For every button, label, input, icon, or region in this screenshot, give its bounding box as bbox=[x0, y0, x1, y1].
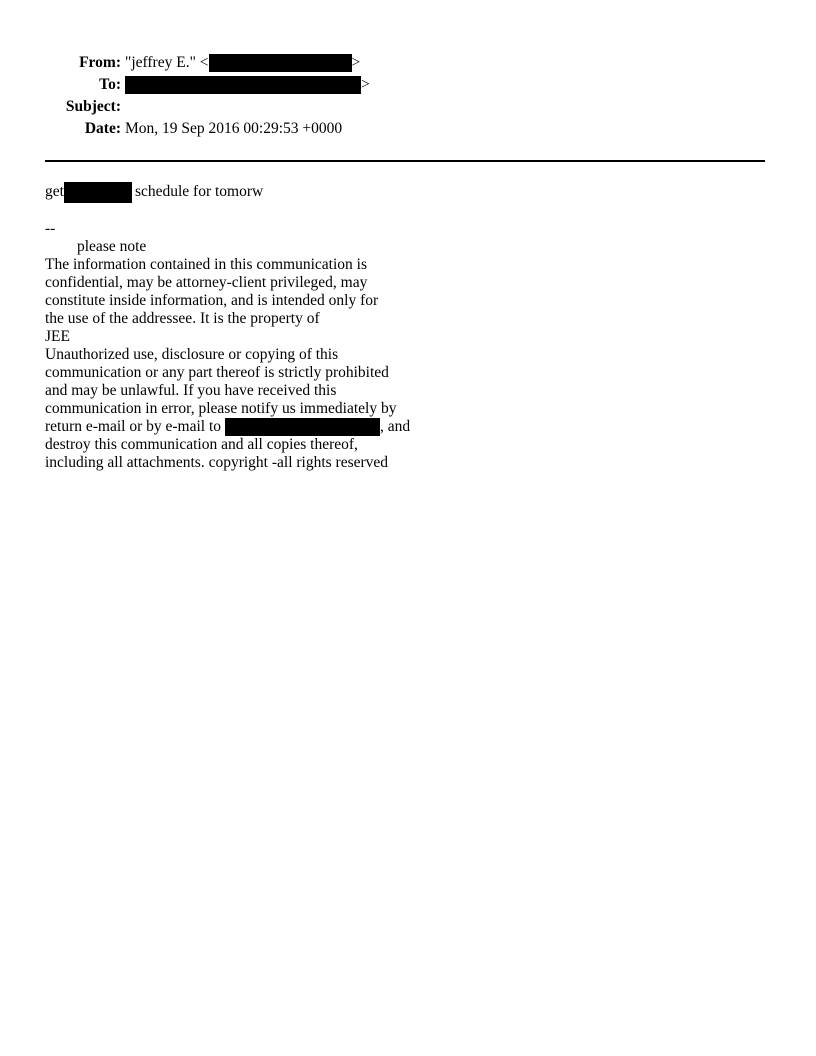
from-value bbox=[125, 52, 360, 74]
disclaimer-lines bbox=[45, 256, 445, 418]
disclaimer-line: Unauthorized use, disclosure or copying of this bbox=[45, 346, 339, 363]
spacer bbox=[45, 204, 445, 220]
to-close: > bbox=[361, 76, 370, 93]
disclaimer-line: the use of the addressee. It is the property of bbox=[45, 310, 320, 327]
return-email-line bbox=[45, 418, 445, 436]
return-line-end: , and bbox=[380, 418, 411, 435]
disclaimer-line: constitute inside information, and is intended only for bbox=[45, 292, 379, 309]
email-header bbox=[45, 52, 745, 140]
redaction-box bbox=[209, 54, 352, 72]
disclaimer-line: communication or any part thereof is strictly prohibited bbox=[45, 364, 389, 381]
disclaimer-line: destroy this communication and all copies thereof, bbox=[45, 436, 358, 453]
from-close: > bbox=[351, 54, 361, 71]
from-label: From: bbox=[79, 54, 121, 71]
return-line-start: return e-mail or by e-mail to bbox=[45, 418, 222, 435]
email-body bbox=[45, 180, 445, 472]
from-row bbox=[45, 52, 745, 74]
disclaimer-line: communication in error, please notify us immediately by bbox=[45, 400, 397, 417]
from-name: "jeffrey E." < bbox=[125, 54, 209, 71]
message-line bbox=[45, 180, 445, 204]
disclaimer-line: JEE bbox=[45, 328, 70, 345]
to-row bbox=[45, 74, 745, 96]
subject-label: Subject: bbox=[65, 98, 121, 115]
subject-row bbox=[45, 96, 745, 118]
date-value: Mon, 19 Sep 2016 00:29:53 +0000 bbox=[125, 120, 343, 137]
signature-separator: -- bbox=[45, 220, 56, 237]
disclaimer-line: The information contained in this communication is bbox=[45, 256, 367, 273]
disclaimer-line: and may be unlawful. If you have received this bbox=[45, 382, 337, 399]
disclaimer-tail-lines bbox=[45, 436, 445, 472]
header-divider bbox=[45, 160, 765, 162]
to-label: To: bbox=[99, 76, 121, 93]
date-row bbox=[45, 118, 745, 140]
redaction-box bbox=[64, 182, 132, 203]
message-rest: schedule for tomorw bbox=[134, 183, 264, 200]
signature-note: please note bbox=[77, 238, 147, 255]
disclaimer-line: including all attachments. copyright -all rights reserved bbox=[45, 454, 389, 471]
to-value bbox=[125, 74, 370, 96]
date-label: Date: bbox=[84, 120, 121, 137]
disclaimer-line: confidential, may be attorney-client privileged, may bbox=[45, 274, 368, 291]
redaction-box bbox=[125, 76, 361, 94]
redaction-box bbox=[225, 418, 380, 436]
message-first-word: get bbox=[45, 183, 64, 200]
